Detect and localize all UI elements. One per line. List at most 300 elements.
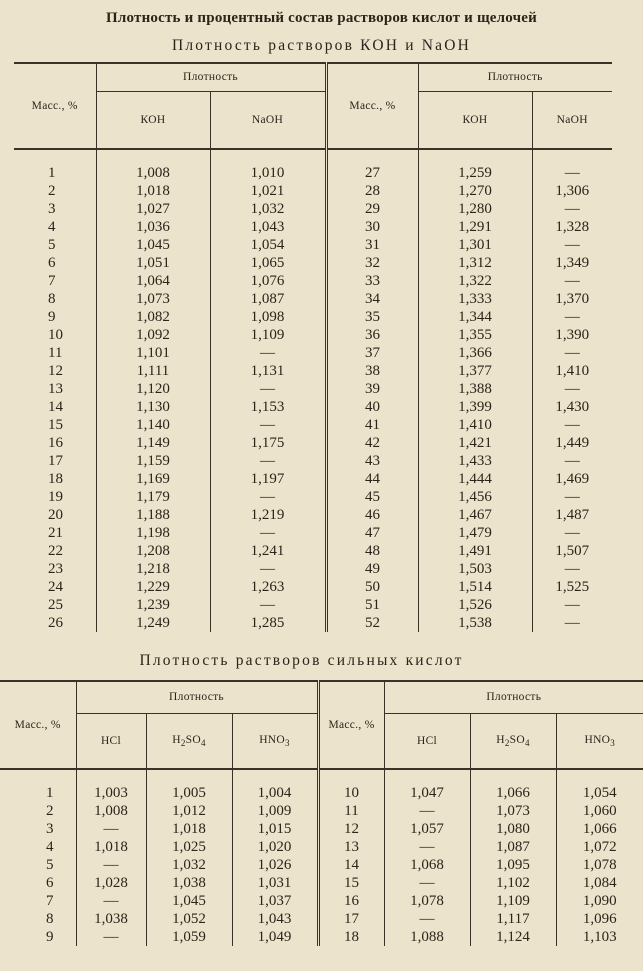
koh-cell: 1,159 <box>96 452 210 470</box>
naoh-cell: 1,065 <box>210 254 326 272</box>
mass-cell: 5 <box>48 237 56 253</box>
page-title: Плотность и процентный состав растворов кислот и щелочей <box>106 10 537 26</box>
mass-cell: 21 <box>48 525 63 541</box>
mass-cell: 29 <box>326 200 418 218</box>
koh-cell: 1,366 <box>418 344 532 362</box>
naoh-cell: — <box>210 416 326 434</box>
koh-cell: 1,198 <box>96 524 210 542</box>
mass-cell: 38 <box>326 362 418 380</box>
koh-cell: 1,280 <box>418 200 532 218</box>
h2so4-cell: 1,018 <box>146 820 232 838</box>
hno3-cell: 1,060 <box>556 802 643 820</box>
naoh-cell: — <box>532 596 612 614</box>
table-row <box>14 398 612 416</box>
table-row <box>0 928 643 946</box>
koh-cell: 1,312 <box>418 254 532 272</box>
header-koh-left: КОН <box>96 91 210 149</box>
hno3-cell: 1,072 <box>556 838 643 856</box>
mass-cell: 44 <box>326 470 418 488</box>
naoh-cell: 1,076 <box>210 272 326 290</box>
mass-cell: 30 <box>326 218 418 236</box>
koh-cell: 1,291 <box>418 218 532 236</box>
naoh-cell: — <box>532 272 612 290</box>
koh-cell: 1,027 <box>96 200 210 218</box>
h2so4-cell: 1,087 <box>470 838 556 856</box>
spacer-cell <box>96 149 210 164</box>
mass-cell: 27 <box>326 164 418 182</box>
header-hcl-right: HCl <box>384 713 470 769</box>
mass-cell: 11 <box>48 345 63 361</box>
naoh-cell: — <box>210 596 326 614</box>
spacer-cell <box>210 149 326 164</box>
koh-cell: 1,051 <box>96 254 210 272</box>
header-koh-right: КОН <box>418 91 532 149</box>
mass-cell: 18 <box>48 471 63 487</box>
koh-cell: 1,111 <box>96 362 210 380</box>
naoh-cell: 1,087 <box>210 290 326 308</box>
hcl-cell: 1,057 <box>384 820 470 838</box>
naoh-cell: 1,153 <box>210 398 326 416</box>
spacer-cell <box>0 769 76 784</box>
h2so4-cell: 1,117 <box>470 910 556 928</box>
table-row <box>0 874 643 892</box>
hcl-cell: 1,047 <box>384 784 470 802</box>
mass-cell: 3 <box>46 821 54 837</box>
table-row <box>0 838 643 856</box>
header-hcl-left: HCl <box>76 713 146 769</box>
spacer-cell <box>418 149 532 164</box>
header-density-left: Плотность <box>96 63 326 91</box>
hno3-cell: 1,031 <box>232 874 318 892</box>
header-density-right: Плотность <box>418 63 612 91</box>
mass-cell: 47 <box>326 524 418 542</box>
naoh-cell: 1,469 <box>532 470 612 488</box>
h2so4-cell: 1,066 <box>470 784 556 802</box>
naoh-cell: 1,109 <box>210 326 326 344</box>
hcl-cell: 1,078 <box>384 892 470 910</box>
hcl-cell: — <box>76 892 146 910</box>
mass-cell: 12 <box>318 820 384 838</box>
naoh-cell: 1,131 <box>210 362 326 380</box>
spacer-cell <box>318 769 384 784</box>
naoh-cell: 1,197 <box>210 470 326 488</box>
koh-cell: 1,073 <box>96 290 210 308</box>
h2so4-cell: 1,102 <box>470 874 556 892</box>
table-row <box>0 856 643 874</box>
hcl-cell: 1,028 <box>76 874 146 892</box>
mass-cell: 25 <box>48 597 63 613</box>
hno3-cell: 1,015 <box>232 820 318 838</box>
mass-cell: 51 <box>326 596 418 614</box>
h2so4-cell: 1,124 <box>470 928 556 946</box>
koh-cell: 1,514 <box>418 578 532 596</box>
hno3-cell: 1,043 <box>232 910 318 928</box>
naoh-cell: 1,507 <box>532 542 612 560</box>
koh-cell: 1,491 <box>418 542 532 560</box>
naoh-cell: 1,032 <box>210 200 326 218</box>
koh-cell: 1,456 <box>418 488 532 506</box>
spacer-row <box>0 769 643 784</box>
koh-cell: 1,503 <box>418 560 532 578</box>
header-h2so4-left: $H_2SO_4$ <box>146 713 232 769</box>
koh-cell: 1,188 <box>96 506 210 524</box>
naoh-cell: 1,306 <box>532 182 612 200</box>
table-row <box>0 910 643 928</box>
mass-cell: 2 <box>46 803 54 819</box>
koh-naoh-density-table <box>14 62 612 632</box>
hcl-cell: 1,068 <box>384 856 470 874</box>
h2so4-cell: 1,095 <box>470 856 556 874</box>
h2so4-cell: 1,059 <box>146 928 232 946</box>
koh-cell: 1,270 <box>418 182 532 200</box>
mass-cell: 36 <box>326 326 418 344</box>
hno3-cell: 1,090 <box>556 892 643 910</box>
table-row <box>14 488 612 506</box>
naoh-cell: 1,430 <box>532 398 612 416</box>
koh-cell: 1,249 <box>96 614 210 632</box>
spacer-cell <box>232 769 318 784</box>
koh-cell: 1,229 <box>96 578 210 596</box>
koh-cell: 1,130 <box>96 398 210 416</box>
naoh-cell: — <box>210 488 326 506</box>
table-row <box>14 362 612 380</box>
koh-cell: 1,179 <box>96 488 210 506</box>
table-row <box>14 254 612 272</box>
naoh-cell: — <box>210 560 326 578</box>
koh-cell: 1,045 <box>96 236 210 254</box>
mass-cell: 4 <box>46 839 54 855</box>
naoh-cell: 1,054 <box>210 236 326 254</box>
koh-cell: 1,259 <box>418 164 532 182</box>
table-row <box>14 542 612 560</box>
h2so4-cell: 1,038 <box>146 874 232 892</box>
koh-cell: 1,377 <box>418 362 532 380</box>
spacer-row <box>14 149 612 164</box>
koh-cell: 1,410 <box>418 416 532 434</box>
hcl-cell: — <box>384 838 470 856</box>
mass-cell: 10 <box>318 784 384 802</box>
koh-cell: 1,333 <box>418 290 532 308</box>
koh-cell: 1,018 <box>96 182 210 200</box>
mass-cell: 46 <box>326 506 418 524</box>
h2so4-cell: 1,025 <box>146 838 232 856</box>
mass-cell: 1 <box>46 785 54 801</box>
mass-cell: 26 <box>48 615 63 631</box>
hno3-cell: 1,037 <box>232 892 318 910</box>
mass-cell: 7 <box>48 273 56 289</box>
mass-cell: 1 <box>48 165 56 181</box>
mass-cell: 48 <box>326 542 418 560</box>
koh-cell: 1,444 <box>418 470 532 488</box>
header-acid-density-left: Плотность <box>76 681 318 713</box>
naoh-cell: — <box>532 416 612 434</box>
mass-cell: 9 <box>48 309 56 325</box>
table-row <box>14 614 612 632</box>
hno3-cell: 1,103 <box>556 928 643 946</box>
naoh-cell: 1,285 <box>210 614 326 632</box>
mass-cell: 12 <box>48 363 63 379</box>
h2so4-cell: 1,052 <box>146 910 232 928</box>
mass-cell: 13 <box>318 838 384 856</box>
koh-cell: 1,421 <box>418 434 532 452</box>
hcl-cell: — <box>76 856 146 874</box>
koh-cell: 1,101 <box>96 344 210 362</box>
h2so4-cell: 1,032 <box>146 856 232 874</box>
mass-cell: 4 <box>48 219 56 235</box>
hno3-cell: 1,009 <box>232 802 318 820</box>
table-row <box>14 182 612 200</box>
mass-cell: 17 <box>318 910 384 928</box>
hno3-cell: 1,026 <box>232 856 318 874</box>
naoh-cell: 1,219 <box>210 506 326 524</box>
spacer-cell <box>384 769 470 784</box>
mass-cell: 17 <box>48 453 63 469</box>
hcl-cell: — <box>76 820 146 838</box>
naoh-cell: 1,449 <box>532 434 612 452</box>
table-row <box>14 308 612 326</box>
table-row <box>14 218 612 236</box>
mass-cell: 45 <box>326 488 418 506</box>
naoh-cell: — <box>532 560 612 578</box>
table-row <box>14 200 612 218</box>
mass-cell: 23 <box>48 561 63 577</box>
naoh-cell: 1,241 <box>210 542 326 560</box>
mass-cell: 15 <box>48 417 63 433</box>
hcl-cell: 1,088 <box>384 928 470 946</box>
spacer-cell <box>14 149 96 164</box>
mass-cell: 41 <box>326 416 418 434</box>
header-mass-right: Масс., % <box>326 63 418 149</box>
koh-cell: 1,008 <box>96 164 210 182</box>
mass-cell: 39 <box>326 380 418 398</box>
koh-cell: 1,526 <box>418 596 532 614</box>
naoh-cell: 1,370 <box>532 290 612 308</box>
table-row <box>14 524 612 542</box>
naoh-cell: 1,043 <box>210 218 326 236</box>
table-row <box>14 164 612 182</box>
mass-cell: 42 <box>326 434 418 452</box>
mass-cell: 35 <box>326 308 418 326</box>
naoh-cell: — <box>210 344 326 362</box>
hno3-cell: 1,054 <box>556 784 643 802</box>
naoh-cell: 1,410 <box>532 362 612 380</box>
mass-cell: 2 <box>48 183 56 199</box>
naoh-cell: 1,525 <box>532 578 612 596</box>
koh-cell: 1,399 <box>418 398 532 416</box>
header-h2so4-right: $H_2SO_4$ <box>470 713 556 769</box>
koh-cell: 1,433 <box>418 452 532 470</box>
naoh-cell: — <box>210 380 326 398</box>
naoh-cell: — <box>532 380 612 398</box>
hno3-cell: 1,084 <box>556 874 643 892</box>
hno3-cell: 1,020 <box>232 838 318 856</box>
hcl-cell: 1,018 <box>76 838 146 856</box>
hcl-cell: 1,038 <box>76 910 146 928</box>
hcl-cell: — <box>384 802 470 820</box>
naoh-cell: 1,010 <box>210 164 326 182</box>
naoh-cell: 1,487 <box>532 506 612 524</box>
spacer-cell <box>532 149 612 164</box>
koh-cell: 1,169 <box>96 470 210 488</box>
koh-cell: 1,218 <box>96 560 210 578</box>
naoh-cell: 1,390 <box>532 326 612 344</box>
mass-cell: 22 <box>48 543 63 559</box>
spacer-cell <box>146 769 232 784</box>
koh-cell: 1,301 <box>418 236 532 254</box>
h2so4-cell: 1,080 <box>470 820 556 838</box>
mass-cell: 14 <box>318 856 384 874</box>
mass-cell: 5 <box>46 857 54 873</box>
hno3-cell: 1,078 <box>556 856 643 874</box>
mass-cell: 3 <box>48 201 56 217</box>
mass-cell: 50 <box>326 578 418 596</box>
mass-cell: 14 <box>48 399 63 415</box>
naoh-cell: — <box>532 614 612 632</box>
naoh-cell: — <box>532 344 612 362</box>
spacer-cell <box>326 149 418 164</box>
mass-cell: 34 <box>326 290 418 308</box>
table-row <box>14 452 612 470</box>
mass-cell: 49 <box>326 560 418 578</box>
table-row <box>14 506 612 524</box>
koh-cell: 1,467 <box>418 506 532 524</box>
mass-cell: 31 <box>326 236 418 254</box>
naoh-cell: — <box>532 236 612 254</box>
mass-cell: 33 <box>326 272 418 290</box>
naoh-cell: — <box>532 488 612 506</box>
koh-cell: 1,388 <box>418 380 532 398</box>
mass-cell: 19 <box>48 489 63 505</box>
hcl-cell: — <box>384 910 470 928</box>
mass-cell: 10 <box>48 327 63 343</box>
naoh-cell: 1,021 <box>210 182 326 200</box>
h2so4-cell: 1,109 <box>470 892 556 910</box>
mass-cell: 52 <box>326 614 418 632</box>
table2-body <box>0 769 643 946</box>
mass-cell: 11 <box>318 802 384 820</box>
spacer-cell <box>470 769 556 784</box>
mass-cell: 40 <box>326 398 418 416</box>
header-acid-density-right: Плотность <box>384 681 643 713</box>
table-row <box>14 290 612 308</box>
table-row <box>0 820 643 838</box>
table-row <box>14 596 612 614</box>
koh-cell: 1,082 <box>96 308 210 326</box>
h2so4-cell: 1,045 <box>146 892 232 910</box>
table-row <box>14 272 612 290</box>
mass-cell: 43 <box>326 452 418 470</box>
header-acid-mass-right: Масс., % <box>318 681 384 769</box>
mass-cell: 16 <box>318 892 384 910</box>
header-acid-mass-left: Масс., % <box>0 681 76 769</box>
koh-cell: 1,538 <box>418 614 532 632</box>
naoh-cell: — <box>532 308 612 326</box>
mass-cell: 6 <box>46 875 54 891</box>
naoh-cell: 1,175 <box>210 434 326 452</box>
header-hno3-left: $HNO_3$ <box>232 713 318 769</box>
naoh-cell: 1,263 <box>210 578 326 596</box>
mass-cell: 9 <box>46 929 54 945</box>
mass-cell: 32 <box>326 254 418 272</box>
mass-cell: 8 <box>46 911 54 927</box>
koh-cell: 1,322 <box>418 272 532 290</box>
table-row <box>14 578 612 596</box>
mass-cell: 8 <box>48 291 56 307</box>
hcl-cell: 1,008 <box>76 802 146 820</box>
hno3-cell: 1,004 <box>232 784 318 802</box>
hcl-cell: 1,003 <box>76 784 146 802</box>
mass-cell: 24 <box>48 579 63 595</box>
mass-cell: 6 <box>48 255 56 271</box>
koh-cell: 1,140 <box>96 416 210 434</box>
koh-cell: 1,239 <box>96 596 210 614</box>
naoh-cell: 1,328 <box>532 218 612 236</box>
mass-cell: 37 <box>326 344 418 362</box>
mass-cell: 16 <box>48 435 63 451</box>
acid-density-table <box>0 680 643 946</box>
header-naoh-right: NaOH <box>532 91 612 149</box>
naoh-cell: — <box>210 524 326 542</box>
koh-cell: 1,344 <box>418 308 532 326</box>
mass-cell: 28 <box>326 182 418 200</box>
table-row <box>14 416 612 434</box>
header-naoh-left: NaOH <box>210 91 326 149</box>
table-row <box>14 470 612 488</box>
mass-cell: 15 <box>318 874 384 892</box>
naoh-cell: — <box>532 200 612 218</box>
table-row <box>0 892 643 910</box>
naoh-cell: 1,349 <box>532 254 612 272</box>
mass-cell: 7 <box>46 893 54 909</box>
mass-cell: 18 <box>318 928 384 946</box>
koh-cell: 1,092 <box>96 326 210 344</box>
hcl-cell: — <box>76 928 146 946</box>
spacer-cell <box>556 769 643 784</box>
koh-cell: 1,355 <box>418 326 532 344</box>
table-row <box>14 434 612 452</box>
koh-cell: 1,036 <box>96 218 210 236</box>
koh-cell: 1,208 <box>96 542 210 560</box>
koh-cell: 1,149 <box>96 434 210 452</box>
naoh-cell: — <box>210 452 326 470</box>
table-row <box>0 784 643 802</box>
table-row <box>14 236 612 254</box>
h2so4-cell: 1,012 <box>146 802 232 820</box>
hcl-cell: — <box>384 874 470 892</box>
mass-cell: 13 <box>48 381 63 397</box>
spacer-cell <box>76 769 146 784</box>
h2so4-cell: 1,073 <box>470 802 556 820</box>
koh-cell: 1,479 <box>418 524 532 542</box>
table2-title: Плотность растворов сильных кислот <box>139 652 464 669</box>
table-row <box>14 380 612 398</box>
naoh-cell: — <box>532 452 612 470</box>
naoh-cell: 1,098 <box>210 308 326 326</box>
koh-cell: 1,064 <box>96 272 210 290</box>
hno3-cell: 1,066 <box>556 820 643 838</box>
table1-body <box>14 149 612 632</box>
header-hno3-right: $HNO_3$ <box>556 713 643 769</box>
table-row <box>0 802 643 820</box>
table-row <box>14 326 612 344</box>
hno3-cell: 1,049 <box>232 928 318 946</box>
hno3-cell: 1,096 <box>556 910 643 928</box>
table1-title: Плотность растворов КОН и NaOH <box>171 37 472 54</box>
table-row <box>14 344 612 362</box>
naoh-cell: — <box>532 524 612 542</box>
koh-cell: 1,120 <box>96 380 210 398</box>
header-mass-left: Масс., % <box>14 63 96 149</box>
